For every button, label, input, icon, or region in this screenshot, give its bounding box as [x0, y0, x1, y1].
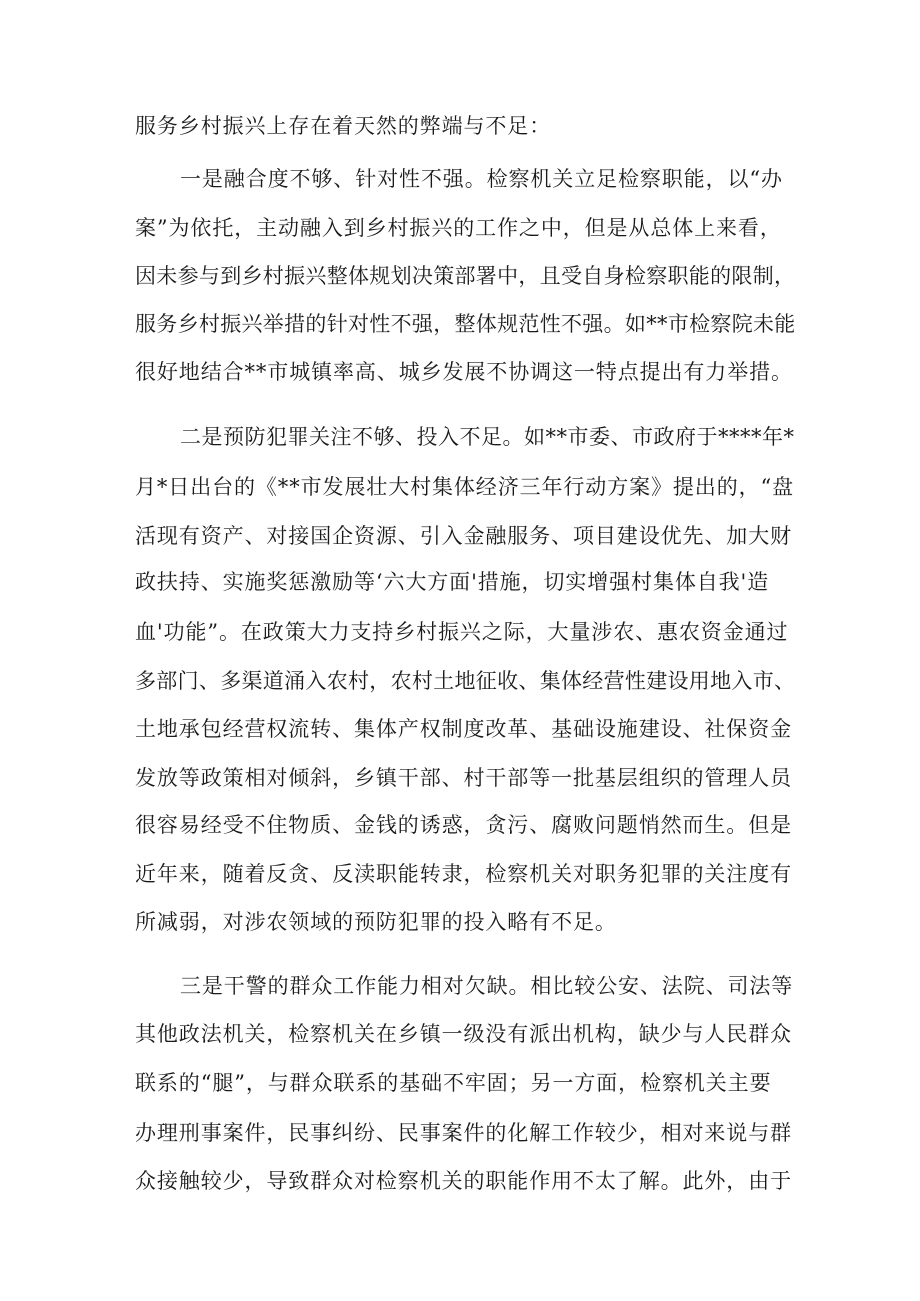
text-line: 所减弱，对涉农领域的预防犯罪的投入略有不足。 [135, 910, 617, 934]
text-line: 很容易经受不住物质、金钱的诱惑，贪污、腐败问题悄然而生。但是 [135, 813, 792, 837]
text-line: 土地承包经营权流转、集体产权制度改革、基础设施建设、社保资金 [135, 717, 792, 741]
text-line: 服务乡村振兴举措的针对性不强，整体规范性不强。如**市检察院未能 [135, 312, 796, 336]
text-line: 办理刑事案件，民事纠纷、民事案件的化解工作较少，相对来说与群 [135, 1121, 792, 1145]
paragraph-first-line: 三是干警的群众工作能力相对欠缺。相比较公安、法院、司法等 [180, 974, 794, 998]
text-line: 发放等政策相对倾斜，乡镇干部、村干部等一批基层组织的管理人员 [135, 766, 792, 790]
text-line: 案”为依托，主动融入到乡村振兴的工作之中，但是从总体上来看， [135, 216, 782, 240]
paragraph-first-line: 二是预防犯罪关注不够、投入不足。如**市委、市政府于****年* [180, 425, 795, 449]
text-line: 服务乡村振兴上存在着天然的弊端与不足： [135, 114, 552, 138]
text-line: 政扶持、实施奖惩激励等‘六大方面'措施，切实增强村集体自我'造 [135, 570, 770, 594]
paragraph-first-line: 一是融合度不够、针对性不强。检察机关立足检察职能，以“办 [180, 167, 783, 191]
text-line: 月*日出台的《**市发展壮大村集体经济三年行动方案》提出的，“盘 [135, 475, 795, 499]
text-line: 众接触较少，导致群众对检察机关的职能作用不太了解。此外，由于 [135, 1169, 792, 1193]
text-line: 血'功能”。在政策大力支持乡村振兴之际，大量涉农、惠农资金通过 [135, 620, 789, 644]
text-line: 联系的“腿”，与群众联系的基础不牢固；另一方面，检察机关主要 [135, 1071, 772, 1095]
text-line: 多部门、多渠道涌入农村，农村土地征收、集体经营性建设用地入市、 [135, 669, 796, 693]
text-line: 活现有资产、对接国企资源、引入金融服务、项目建设优先、加大财 [135, 524, 792, 548]
text-line: 因未参与到乡村振兴整体规划决策部署中，且受自身检察职能的限制， [135, 264, 796, 288]
text-line: 其他政法机关，检察机关在乡镇一级没有派出机构，缺少与人民群众 [135, 1022, 792, 1046]
text-line: 很好地结合**市城镇率高、城乡发展不协调这一特点提出有力举措。 [135, 360, 793, 384]
text-line: 近年来，随着反贪、反渎职能转隶，检察机关对职务犯罪的关注度有 [135, 862, 792, 886]
